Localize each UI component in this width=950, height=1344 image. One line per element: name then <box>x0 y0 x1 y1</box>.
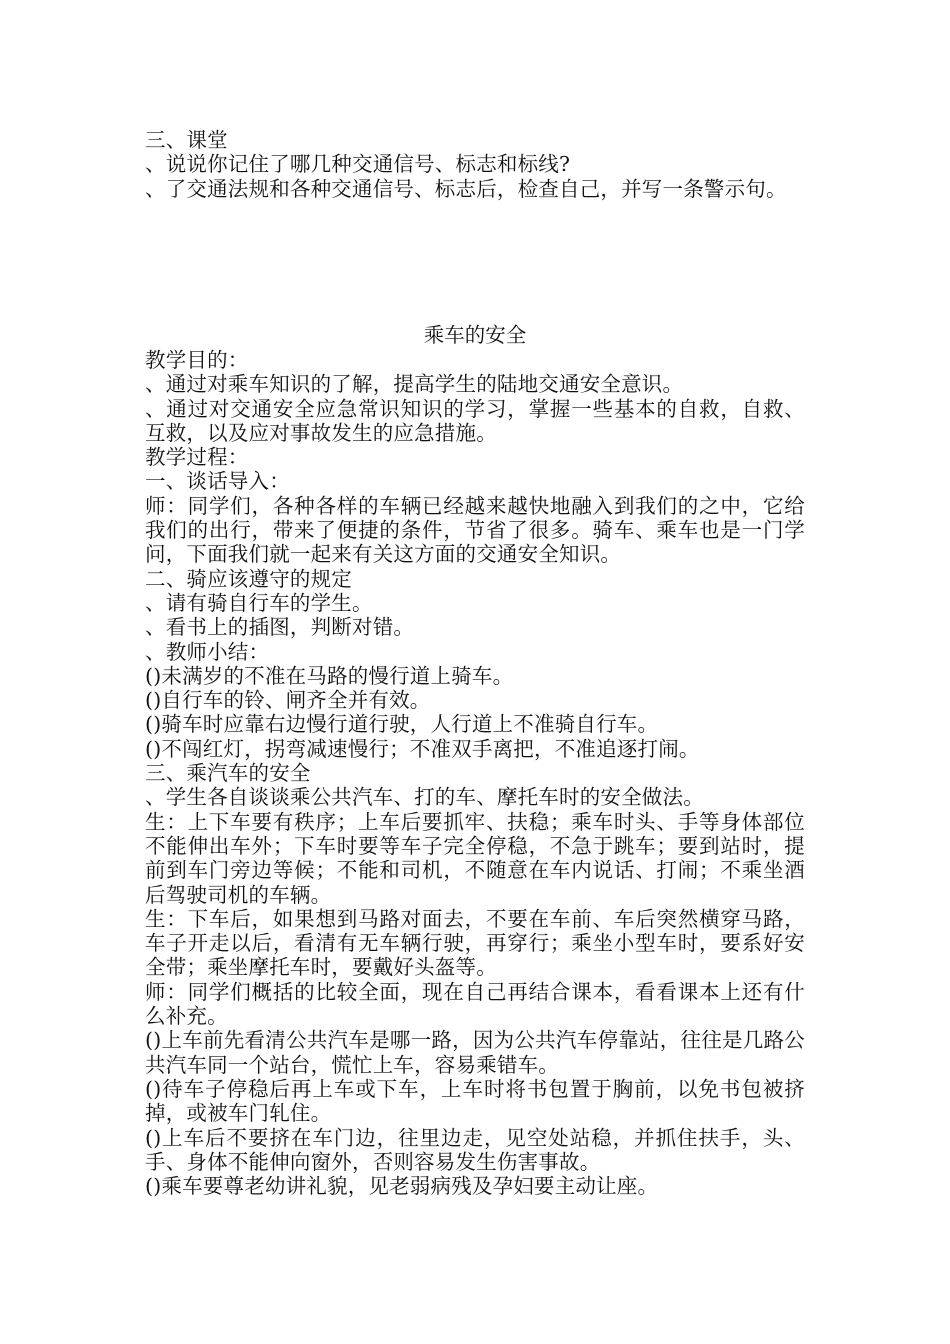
paragraph: ()上车前先看清公共汽车是哪一路，因为公共汽车停靠站，往往是几路公共汽车同一个站台，慌忙上车，容易乘错车。 <box>145 1028 805 1077</box>
paragraph: 教学目的： <box>145 348 249 372</box>
paragraph: 、了交通法规和各种交通信号、标志后，检查自己，并写一条警示句。 <box>145 176 787 201</box>
paragraph: 一、谈话导入： <box>145 469 290 494</box>
paragraph: ()未满岁的不准在马路的慢行道上骑车。 <box>145 663 514 688</box>
paragraph: ()不闯红灯，拐弯减速慢行；不准双手离把，不准追逐打闹。 <box>145 736 700 761</box>
paragraph: ()骑车时应靠右边慢行道行驶，人行道上不准骑自行车。 <box>145 712 659 737</box>
paragraph: ()待车子停稳后再上车或下车，上车时将书包置于胸前，以免书包被挤掉，或被车门轧住。 <box>145 1076 805 1126</box>
paragraph: 师：同学们，各种各样的车辆已经越来越快地融入到我们的之中，它给我们的出行，带来了便捷的条件，节省了很多。骑车、乘车也是一门学问，下面我们就一起来有关这方面的交通安全知识。 <box>145 493 805 567</box>
paragraph: ()上车后不要挤在车门边，往里边走，见空处站稳，并抓住扶手，头、手、身体不能伸向窗外，否则容易发生伤害事故。 <box>145 1125 805 1174</box>
paragraph: 、说说你记住了哪几种交通信号、标志和标线? <box>145 152 571 177</box>
paragraph: 教学过程： <box>145 445 249 470</box>
paragraph: 生：上下车要有秩序；上车后要抓牢、扶稳；乘车时头、手等身体部位不能伸出车外；下车时要等车子完全停稳，不急于跳车；要到站时，提前到车门旁边等候；不能和司机，不随意在车内说话、打闹；不乘坐酒后驾驶司机的车辆。 <box>145 809 805 907</box>
paragraph: 、通过对乘车知识的了解，提高学生的陆地交通安全意识。 <box>145 372 684 397</box>
paragraph: ()自行车的铃、闸齐全并有效。 <box>145 688 431 713</box>
section-heading: 三、课堂 <box>145 128 228 152</box>
paragraph: 师：同学们概括的比较全面，现在自己再结合课本，看看课本上还有什么补充。 <box>145 979 805 1029</box>
lesson-body <box>145 348 805 1198</box>
paragraph: 三、乘汽车的安全 <box>145 761 311 786</box>
paragraph: 、学生各自谈谈乘公共汽车、打的车、摩托车时的安全做法。 <box>145 785 704 810</box>
paragraph: ()乘车要尊老幼讲礼貌，见老弱病残及孕妇要主动让座。 <box>145 1174 659 1199</box>
paragraph: 二、骑应该遵守的规定 <box>145 566 352 591</box>
lesson-title: 乘车的安全 <box>423 323 527 347</box>
paragraph: 、看书上的插图，判断对错。 <box>145 615 415 640</box>
paragraph: 生：下车后，如果想到马路对面去，不要在车前、车后突然横穿马路，车子开走以后，看清有无车辆行驶，再穿行；乘坐小型车时，要系好安全带；乘坐摩托车时，要戴好头盔等。 <box>145 906 805 980</box>
paragraph: 、请有骑自行车的学生。 <box>145 590 373 615</box>
paragraph: 、通过对交通安全应急常识知识的学习，掌握一些基本的自救，自救、互救，以及应对事故发生的应急措施。 <box>145 396 805 445</box>
classroom-section <box>145 128 805 201</box>
paragraph: 、教师小结： <box>145 639 270 664</box>
